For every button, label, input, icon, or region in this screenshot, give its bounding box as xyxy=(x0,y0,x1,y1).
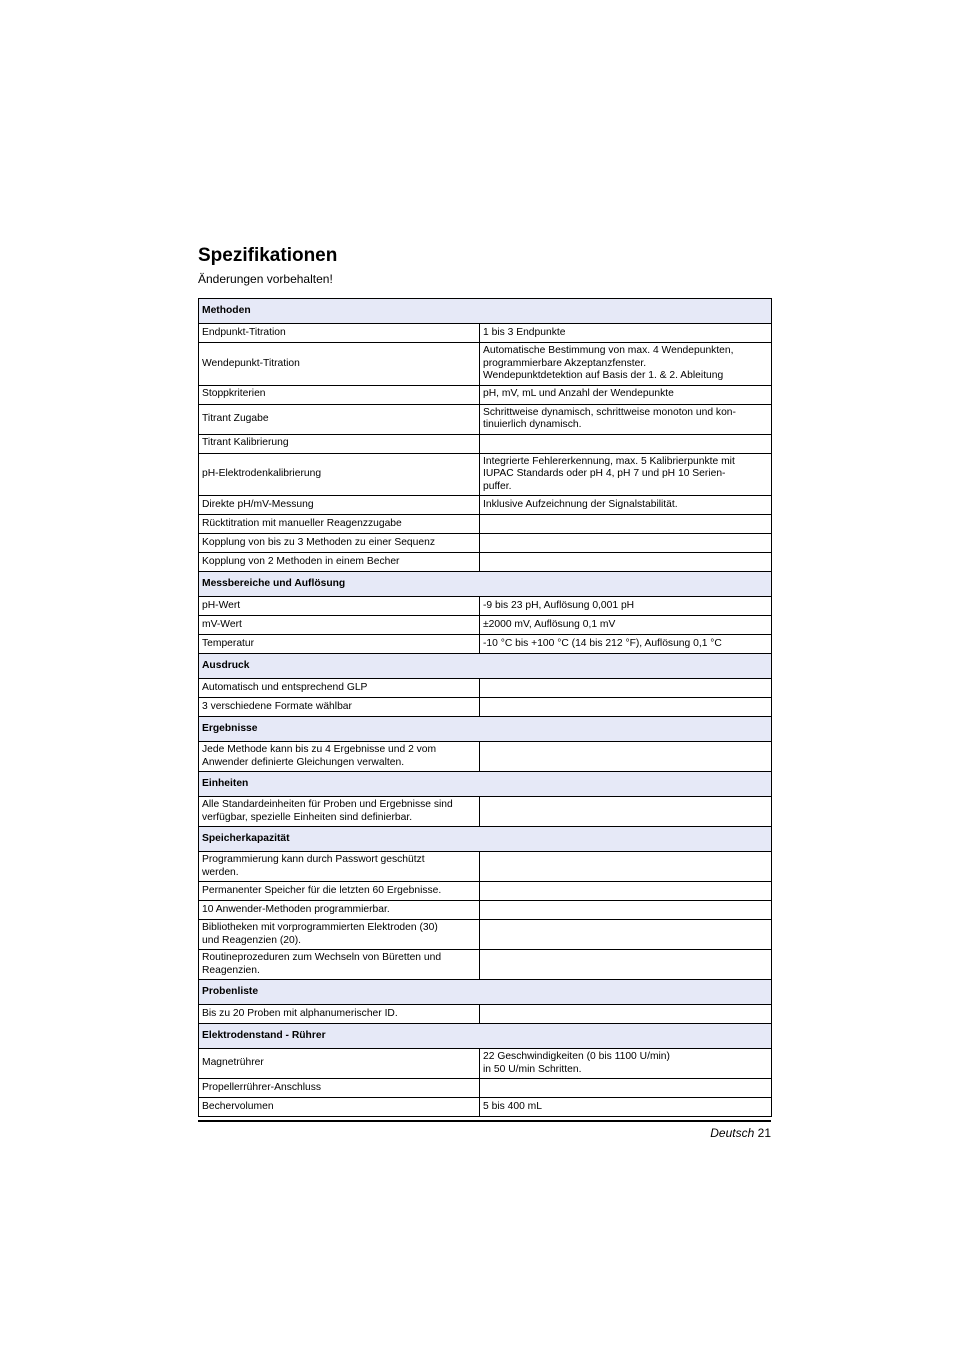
table-row xyxy=(199,901,772,920)
spec-label: Routineprozeduren zum Wechseln von Büretten und Reagenzien. xyxy=(199,950,480,980)
spec-value: 22 Geschwindigkeiten (0 bis 1100 U/min) in 50 U/min Schritten. xyxy=(480,1049,772,1079)
footer-rule xyxy=(198,1120,771,1122)
spec-value xyxy=(480,1079,772,1098)
table-row xyxy=(199,742,772,772)
table-row xyxy=(199,597,772,616)
spec-label: Rücktitration mit manueller Reagenzzugabe xyxy=(199,515,480,534)
section-heading: Ergebnisse xyxy=(199,717,772,742)
section-header-row xyxy=(199,572,772,597)
spec-value xyxy=(480,1005,772,1024)
page-footer xyxy=(710,1126,771,1141)
table-row xyxy=(199,920,772,950)
table-row xyxy=(199,434,772,453)
table-row xyxy=(199,453,772,496)
spec-label: Jede Methode kann bis zu 4 Ergebnisse und 2 vom Anwender definierte Gleichungen verwalten. xyxy=(199,742,480,772)
spec-label: Magnetrührer xyxy=(199,1049,480,1079)
table-row xyxy=(199,1049,772,1079)
table-row xyxy=(199,698,772,717)
spec-value xyxy=(480,950,772,980)
spec-label: 3 verschiedene Formate wählbar xyxy=(199,698,480,717)
page-number: 21 xyxy=(757,1126,771,1140)
table-row xyxy=(199,404,772,434)
specifications-table xyxy=(198,298,772,1117)
spec-label: Automatisch und entsprechend GLP xyxy=(199,679,480,698)
specifications-table-body xyxy=(199,299,772,1117)
section-header-row xyxy=(199,654,772,679)
spec-value xyxy=(480,901,772,920)
spec-label: Alle Standardeinheiten für Proben und Ergebnisse sind verfügbar, spezielle Einheiten sind definierbar. xyxy=(199,797,480,827)
spec-value xyxy=(480,920,772,950)
spec-label: Titrant Zugabe xyxy=(199,404,480,434)
spec-value xyxy=(480,698,772,717)
spec-label: Endpunkt-Titration xyxy=(199,324,480,343)
spec-label: Titrant Kalibrierung xyxy=(199,434,480,453)
section-heading: Speicherkapazität xyxy=(199,827,772,852)
spec-label: Bis zu 20 Proben mit alphanumerischer ID. xyxy=(199,1005,480,1024)
spec-value: 1 bis 3 Endpunkte xyxy=(480,324,772,343)
section-heading: Elektrodenstand - Rührer xyxy=(199,1024,772,1049)
table-row xyxy=(199,1098,772,1117)
table-row xyxy=(199,950,772,980)
section-heading: Methoden xyxy=(199,299,772,324)
table-row xyxy=(199,635,772,654)
table-row xyxy=(199,343,772,386)
spec-value: pH, mV, mL und Anzahl der Wendepunkte xyxy=(480,385,772,404)
spec-value xyxy=(480,742,772,772)
spec-label: Direkte pH/mV-Messung xyxy=(199,496,480,515)
section-heading: Einheiten xyxy=(199,772,772,797)
table-row xyxy=(199,1079,772,1098)
spec-value: Automatische Bestimmung von max. 4 Wendepunkten, programmierbare Akzeptanzfenster. Wendepunktdetektion auf Basis der 1. & 2. Ableitung xyxy=(480,343,772,386)
section-header-row xyxy=(199,827,772,852)
spec-label: pH-Wert xyxy=(199,597,480,616)
page-subtitle: Änderungen vorbehalten! xyxy=(198,272,333,286)
spec-label: Propellerrührer-Anschluss xyxy=(199,1079,480,1098)
spec-value xyxy=(480,852,772,882)
footer-language: Deutsch xyxy=(710,1126,755,1140)
spec-value: Inklusive Aufzeichnung der Signalstabilität. xyxy=(480,496,772,515)
spec-label: Stoppkriterien xyxy=(199,385,480,404)
table-row xyxy=(199,852,772,882)
section-header-row xyxy=(199,299,772,324)
spec-value xyxy=(480,679,772,698)
table-row xyxy=(199,679,772,698)
page-title: Spezifikationen xyxy=(198,245,338,266)
table-row xyxy=(199,496,772,515)
table-row xyxy=(199,534,772,553)
table-row xyxy=(199,385,772,404)
section-heading: Messbereiche und Auflösung xyxy=(199,572,772,597)
table-row xyxy=(199,797,772,827)
section-header-row xyxy=(199,772,772,797)
spec-value xyxy=(480,797,772,827)
spec-label: Permanenter Speicher für die letzten 60 Ergebnisse. xyxy=(199,882,480,901)
table-row xyxy=(199,616,772,635)
spec-value: -9 bis 23 pH, Auflösung 0,001 pH xyxy=(480,597,772,616)
table-row xyxy=(199,324,772,343)
spec-label: Temperatur xyxy=(199,635,480,654)
spec-label: Wendepunkt-Titration xyxy=(199,343,480,386)
spec-label: Bechervolumen xyxy=(199,1098,480,1117)
section-heading: Probenliste xyxy=(199,980,772,1005)
spec-value: Schrittweise dynamisch, schrittweise monoton und kon- tinuierlich dynamisch. xyxy=(480,404,772,434)
spec-label: 10 Anwender-Methoden programmierbar. xyxy=(199,901,480,920)
spec-value xyxy=(480,434,772,453)
spec-label: Bibliotheken mit vorprogrammierten Elektroden (30) und Reagenzien (20). xyxy=(199,920,480,950)
spec-value xyxy=(480,515,772,534)
spec-label: mV-Wert xyxy=(199,616,480,635)
spec-label: Programmierung kann durch Passwort geschützt werden. xyxy=(199,852,480,882)
spec-value xyxy=(480,553,772,572)
spec-value: ±2000 mV, Auflösung 0,1 mV xyxy=(480,616,772,635)
table-row xyxy=(199,553,772,572)
spec-value: -10 °C bis +100 °C (14 bis 212 °F), Auflösung 0,1 °C xyxy=(480,635,772,654)
spec-value xyxy=(480,534,772,553)
section-header-row xyxy=(199,980,772,1005)
section-header-row xyxy=(199,717,772,742)
spec-value xyxy=(480,882,772,901)
section-heading: Ausdruck xyxy=(199,654,772,679)
spec-value: Integrierte Fehlererkennung, max. 5 Kalibrierpunkte mit IUPAC Standards oder pH 4, pH 7 und pH 10 Serien- puffer. xyxy=(480,453,772,496)
spec-label: Kopplung von bis zu 3 Methoden zu einer Sequenz xyxy=(199,534,480,553)
spec-label: Kopplung von 2 Methoden in einem Becher xyxy=(199,553,480,572)
table-row xyxy=(199,882,772,901)
spec-label: pH-Elektrodenkalibrierung xyxy=(199,453,480,496)
table-row xyxy=(199,515,772,534)
section-header-row xyxy=(199,1024,772,1049)
table-row xyxy=(199,1005,772,1024)
spec-value: 5 bis 400 mL xyxy=(480,1098,772,1117)
